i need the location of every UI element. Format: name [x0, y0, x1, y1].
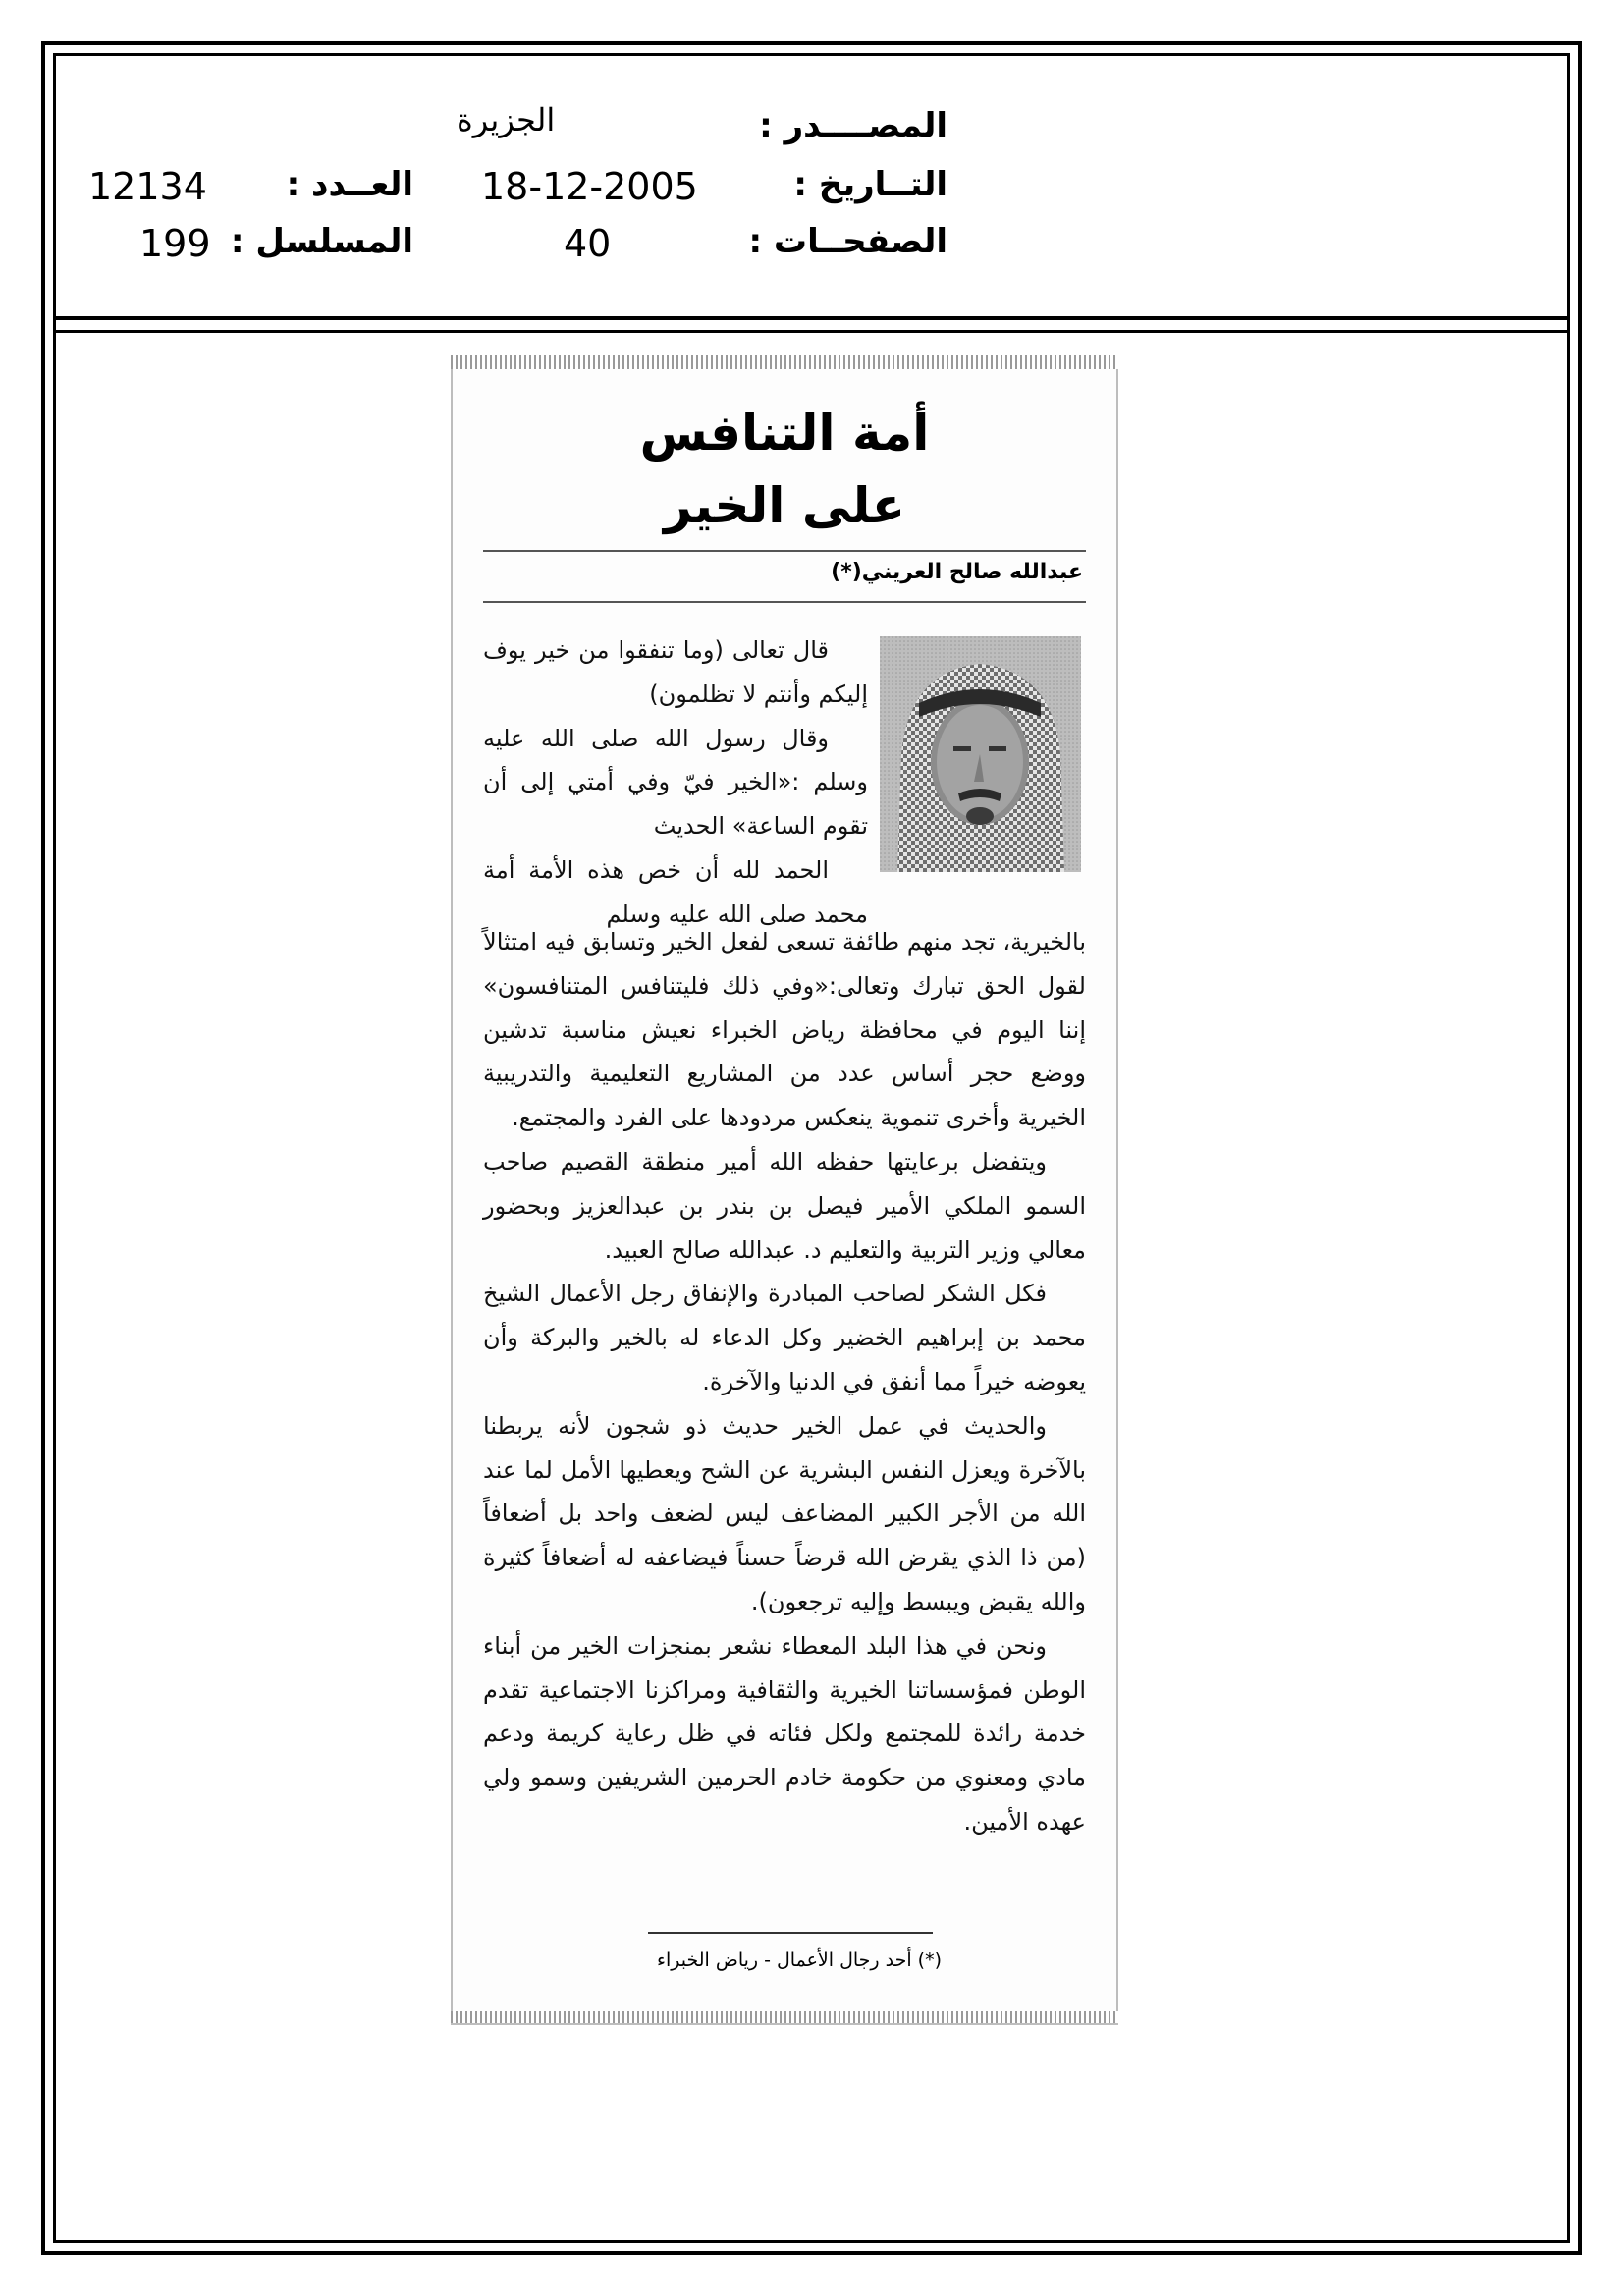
byline-rule-top — [483, 550, 1086, 552]
intro-paragraph-1: قال تعالى (وما تنفقوا من خير يوف إليكم وأنتم لا تظلمون) — [483, 636, 868, 708]
source-label: المصــــدر : — [759, 106, 947, 145]
issue-value: 12134 — [88, 165, 207, 208]
body-paragraph-2: ويتفضل برعايتها حفظه الله أمير منطقة القصيم صاحب السمو الملكي الأمير فيصل بن بندر بن عبدالعزيز وبحضور معالي وزير التربية والتعليم د. عبدالله صالح العبيد. — [483, 1147, 1086, 1264]
clipping-edge-top — [451, 355, 1118, 369]
header-separator-inner — [53, 330, 1570, 333]
author-photo-art — [880, 636, 1081, 872]
byline: عبدالله صالح العريني(*) — [831, 560, 1083, 584]
byline-rule-bottom — [483, 601, 1086, 603]
serial-label: المسلسل : — [230, 222, 413, 261]
source-value: الجزيرة — [457, 101, 556, 138]
footnote-rule — [648, 1932, 933, 1934]
body-paragraph-3: فكل الشكر لصاحب المبادرة والإنفاق رجل الأعمال الشيخ محمد بن إبراهيم الخضير وكل الدعاء له بالخير والبركة وأن يعوضه خيراً مما أنفق في الدنيا والآخرة. — [483, 1280, 1086, 1395]
date-label: التــاريخ : — [793, 165, 947, 204]
body-paragraph-4: والحديث في عمل الخير حديث ذو شجون لأنه يربطنا بالآخرة ويعزل النفس البشرية عن الشح ويعطيها الأمل لما عند الله من الأجر الكبير المضاعف ليس لضعف واحد بل أضعافاً (من ذا الذي يقرض الله قرضاً حسناً فيضاعفه له أضعافاً كثيرة والله يقبض ويبسط وإليه ترجعون). — [483, 1411, 1086, 1615]
headline-line-2: على الخير — [663, 477, 906, 534]
serial-value: 199 — [139, 222, 211, 265]
body-paragraph-1: بالخيرية، تجد منهم طائفة تسعى لفعل الخير وتسابق فيه امتثالاً لقول الحق تبارك وتعالى:«وفي ذلك فليتنافس المتنافسون» إننا اليوم في محافظة رياض الخبراء نعيش مناسبة تدشين ووضع حجر أساس عدد من المشاريع التعليمية والتدريبية الخيرية وأخرى تنموية ينعكس مردودها على الفرد والمجتمع. — [483, 928, 1086, 1132]
clipping-edge-bottom — [451, 2011, 1118, 2023]
author-footnote: (*) أحد رجال الأعمال - رياض الخبراء — [657, 1949, 942, 1971]
article-intro — [483, 629, 868, 937]
pages-label: الصفحــات : — [748, 222, 947, 261]
headline-line-1: أمة التنافس — [639, 405, 930, 462]
header-separator — [53, 316, 1570, 320]
issue-label: العــدد : — [286, 165, 413, 204]
date-value: 18-12-2005 — [481, 165, 698, 208]
author-photo — [880, 636, 1081, 872]
body-paragraph-5: ونحن في هذا البلد المعطاء نشعر بمنجزات الخير من أبناء الوطن فمؤسساتنا الخيرية والثقافية ومراكزنا الاجتماعية تقدم خدمة رائدة للمجتمع ولكل فئاته في ظل رعاية كريمة ودعم مادي ومعنوي من حكومة خادم الحرمين الشريفين وسمو ولي عهده الأمين. — [483, 1631, 1086, 1835]
intro-paragraph-3: الحمد لله أن خص هذه الأمة أمة محمد صلى الله عليه وسلم — [483, 855, 868, 928]
article-body — [483, 920, 1086, 1844]
intro-paragraph-2: وقال رسول الله صلى الله عليه وسلم :«الخير فيّ وفي أمتي إلى أن تقوم الساعة» الحديث — [483, 724, 868, 841]
pages-value: 40 — [564, 222, 612, 265]
